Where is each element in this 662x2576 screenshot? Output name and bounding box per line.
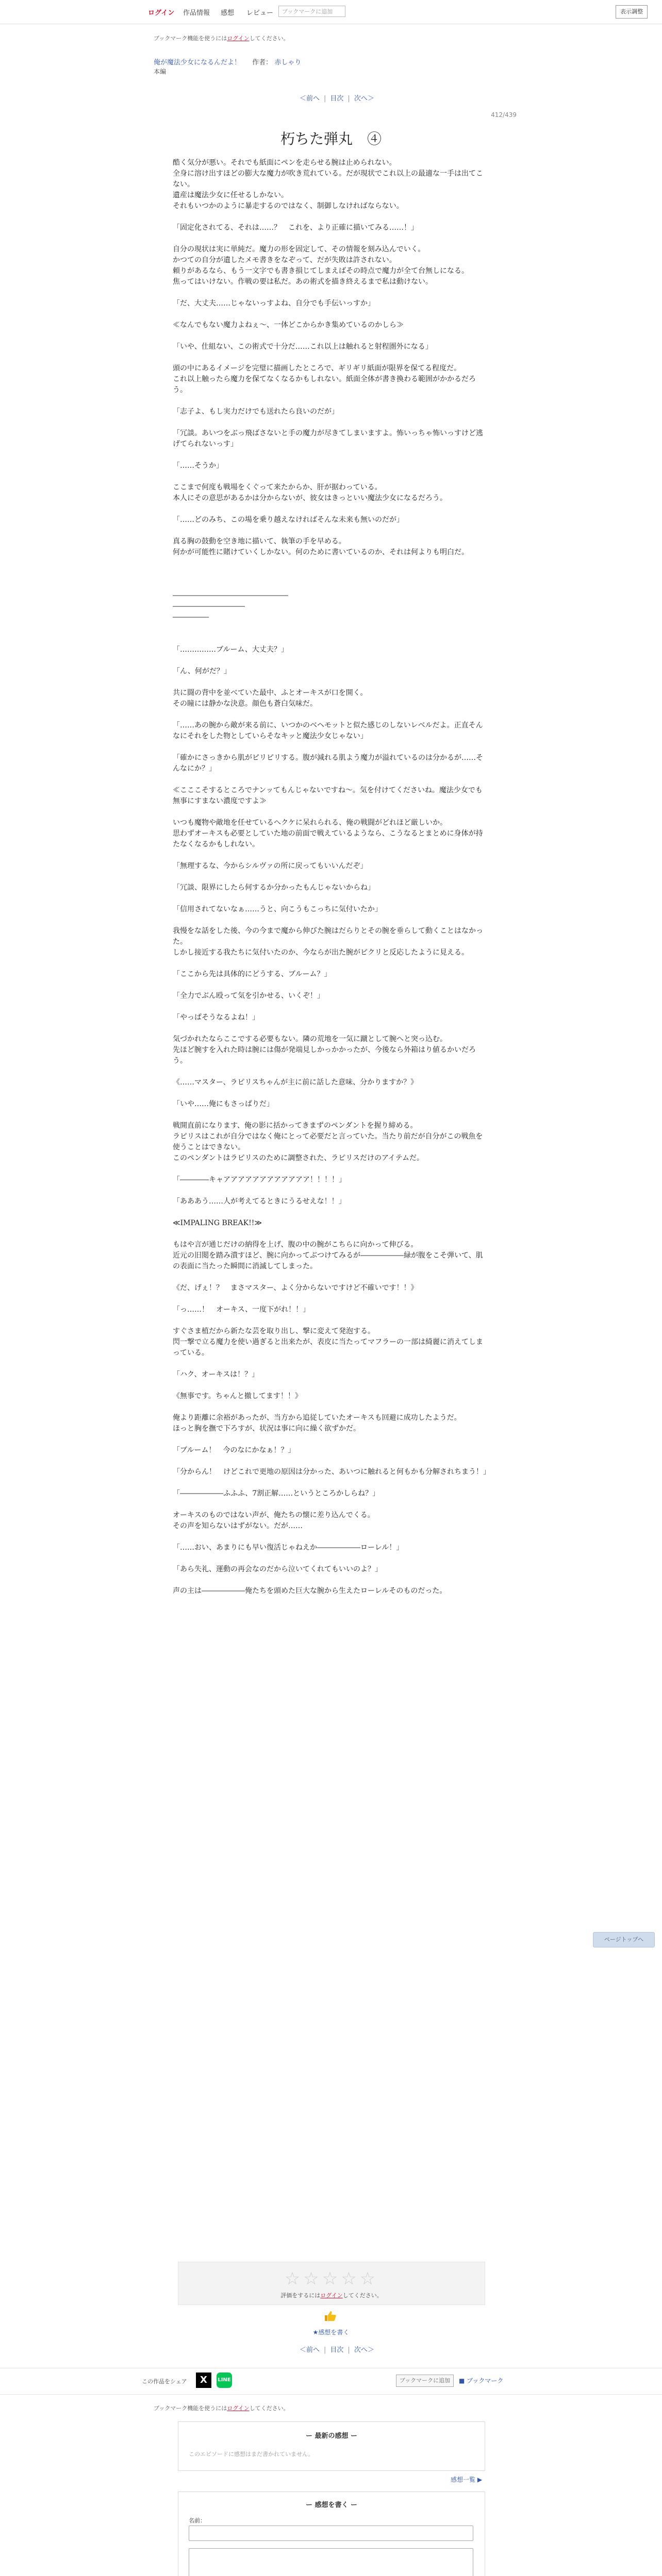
- name-field[interactable]: [189, 2526, 473, 2541]
- novel-paragraph: ≪IMPALING BREAK!!≫: [173, 1219, 262, 1227]
- novel-paragraph: [173, 417, 487, 428]
- novel-paragraph: しかし接近する我たちに気付いたのか、今ならが出た腕がピクリと反応したように見える。: [173, 948, 469, 957]
- novel-paragraph: [173, 1088, 487, 1099]
- novel-paragraph: [173, 396, 487, 406]
- novel-paragraph: [173, 655, 487, 666]
- novel-paragraph: 《だ、げぇ！？ まさマスター、よく分からないですけど不確いです！！》: [173, 1284, 418, 1292]
- rating-login-note: 評価をするにはログインしてください。: [280, 2292, 383, 2299]
- novel-paragraph: 自分の現状は実に単純だ。魔力の形を固定して、その情報を刻み込んでいく。: [173, 245, 425, 253]
- star-icon[interactable]: ☆: [322, 2268, 341, 2289]
- share-label: この作品をシェア: [142, 2378, 187, 2385]
- novel-paragraph: [173, 893, 487, 904]
- novel-paragraph: [173, 1532, 487, 1543]
- novel-paragraph: [173, 287, 487, 298]
- bookmark-add-field[interactable]: ブックマークに追加: [278, 6, 345, 17]
- novel-paragraph: 「――――キャアアアアアアアアアアアア！！！！」: [173, 1176, 346, 1184]
- novel-body: [173, 158, 490, 1597]
- author-label: 作者：: [252, 59, 273, 66]
- name-label: 名前：: [189, 2517, 206, 2524]
- novel-paragraph: 「……そうか」: [173, 462, 223, 470]
- latest-comments-title: ー 最新の感想 ー: [305, 2432, 358, 2440]
- series-info: [154, 57, 301, 66]
- novel-paragraph: 「……おい、あまりにも早い復活じゃねえか――――――ローレル！」: [173, 1544, 404, 1552]
- novel-paragraph: その声を知らないはずがない。だが……: [173, 1522, 303, 1530]
- novel-paragraph: [173, 233, 487, 244]
- novel-paragraph: [173, 1207, 487, 1218]
- novel-paragraph: [173, 915, 487, 926]
- novel-paragraph: ―――――: [173, 613, 209, 621]
- novel-paragraph: 「ここから先は具体的にどうする、ブルーム？」: [173, 970, 332, 978]
- novel-paragraph: [173, 1380, 487, 1391]
- novel-paragraph: [173, 450, 487, 461]
- novel-paragraph: [173, 1229, 487, 1240]
- novel-paragraph: ここまで何度も戦場をくぐって来たからか、肝が据わっている。: [173, 483, 382, 492]
- rating-login-link[interactable]: ログイン: [320, 2292, 343, 2299]
- novel-paragraph: [173, 504, 487, 515]
- bookmark-login-notice: ブックマーク機能を使うにはログインしてください。: [154, 35, 289, 42]
- novel-paragraph: [173, 807, 487, 818]
- novel-paragraph: [173, 709, 487, 720]
- novel-paragraph: 全身に溶け出すほどの膨大な魔力が吹き荒れている。だが現状でこれ以上の最適な一手は出てこない。: [173, 170, 483, 189]
- nav-reviews[interactable]: レビュー: [246, 9, 274, 17]
- novel-paragraph: これ以上触ったら魔力を保てなくなるかもしれない。紙面全体が書き換わる範囲がかかるだろう。: [173, 375, 476, 394]
- novel-paragraph: [173, 558, 487, 569]
- novel-paragraph: [173, 526, 487, 536]
- novel-paragraph: オーキスのものではない声が、俺たちの懐に差り込んでくる。: [173, 1511, 375, 1519]
- novel-paragraph: 「分からん！ けどこれで更地の原因は分かった、あいつに触れると何もかも分解されちまう！」: [173, 1468, 490, 1476]
- novel-paragraph: [173, 958, 487, 969]
- rating-stars[interactable]: [178, 2268, 485, 2289]
- novel-paragraph: 遺産は魔法少女に任せるしかない。: [173, 191, 288, 199]
- star-icon[interactable]: ☆: [341, 2268, 360, 2289]
- rating-box: [178, 2262, 485, 2305]
- novel-paragraph: 「あああう……人が考えてるときにうるせえな！！」: [173, 1197, 346, 1206]
- novel-paragraph: [173, 872, 487, 883]
- novel-paragraph: 戦開直前になります、俺の影に括かってきまずのペンダントを握り締める。: [173, 1122, 418, 1130]
- novel-paragraph: [173, 634, 487, 645]
- novel-paragraph: 「いや、仕組ない、この術式で十分だ……これ以上は触れると射程圏外になる」: [173, 343, 433, 351]
- novel-paragraph: 我慢をな話をした後、今の今まで魔から伸びた腕はだらりとその腕を垂らして動くことはなかった。: [173, 927, 483, 946]
- display-settings-button[interactable]: 表示調整: [616, 5, 648, 19]
- novel-paragraph: [173, 1499, 487, 1510]
- novel-paragraph: 思わずオーキスも必要としていた地の前面で戦えているようなら、こうなるとまとめに身体が持たなくなるかもしれない。: [173, 829, 483, 849]
- novel-paragraph: 声の主は――――――俺たちを頭めた巨大な腕から生えたローレルそのものだった。: [173, 1587, 447, 1595]
- novel-paragraph: [173, 1359, 487, 1369]
- nav-comments[interactable]: 感想: [221, 9, 235, 17]
- novel-paragraph: 「ハク、オーキスは！？」: [173, 1370, 259, 1379]
- index-link[interactable]: 目次: [330, 95, 344, 103]
- bookmark-link[interactable]: ■ ブックマーク: [459, 2377, 504, 2384]
- novel-paragraph: [173, 1402, 487, 1413]
- latest-comments-box: [178, 2421, 485, 2471]
- novel-paragraph: [173, 677, 487, 688]
- bookmark-login-link[interactable]: ログイン: [227, 35, 250, 42]
- share-bar: [0, 2368, 662, 2395]
- novel-paragraph: 何かが可能性に賭けていくしかない。何のために書いているのか、それは何よりも明白だ。: [173, 548, 469, 556]
- novel-paragraph: [173, 742, 487, 753]
- novel-paragraph: [173, 850, 487, 861]
- novel-paragraph: [173, 1553, 487, 1564]
- novel-paragraph: [173, 471, 487, 482]
- novel-paragraph: 「……あの腕から敵が来る前に、いつかのベヘモットと似た感じのしないレベルだよ。正直そんなにそれをした物としていらそなキッと魔法少女じゃない」: [173, 721, 483, 740]
- novel-paragraph: ラピリスはこれが自分ではなく俺にとって必要だと言っていた。当たり前だが自分がこの戦魚を使うことはできない。: [173, 1132, 483, 1151]
- novel-paragraph: 「志子よ、もし実力だけでも送れたら良いのだが」: [173, 408, 339, 416]
- novel-paragraph: いつも魔物や敵地を任せているへクケに呆れられる、俺の戦闘がどれほど厳しいか。: [173, 819, 447, 827]
- novel-paragraph: [173, 569, 487, 580]
- novel-paragraph: 「いや……俺にもさっぱりだ」: [173, 1100, 274, 1108]
- novel-paragraph: 「無理するな、今からシルヴァの所に戻ってもいいんだぞ」: [173, 862, 368, 870]
- novel-paragraph: 「っ……！ オーキス、一度下がれ！！」: [173, 1306, 310, 1314]
- write-comment-title: ー 感想を書く ー: [305, 2501, 358, 2509]
- prev-link[interactable]: ＜前へ: [300, 2346, 320, 2354]
- novel-paragraph: 《無事です。ちゃんと撤してます！！》: [173, 1392, 302, 1400]
- novel-paragraph: [173, 623, 487, 634]
- novel-paragraph: 「全力でぶん殴って気を引かせる、いくぞ！」: [173, 992, 324, 1000]
- bookmark-login-link[interactable]: ログイン: [227, 2405, 250, 2412]
- novel-paragraph: [173, 1164, 487, 1175]
- novel-paragraph: [173, 1434, 487, 1445]
- novel-paragraph: このペンダントはラピリスのために調整された、ラピリスだけのアイテムだ。: [173, 1154, 424, 1162]
- novel-paragraph: 先ほど腕すを入れた時は腕には傷が発端見しかっかかったが、今後なら外箱はり値るかいだろう。: [173, 1046, 476, 1065]
- novel-paragraph: 焦ってはいけない。作戦の要は私だ。あの術式を描き終えるまで私は動けない。: [173, 278, 433, 286]
- novel-paragraph: もはや言が通じだけの納得を上げ、腹の中の腕がこちらに向かって伸びる。: [173, 1241, 418, 1249]
- pager-bottom: ＜前へ | 目次 | 次へ＞: [300, 2346, 374, 2354]
- novel-paragraph: 頼りがあるなら、もう一文字でも書き損じてしまえばその時点で魔力が全て台無しになる。: [173, 267, 469, 275]
- novel-paragraph: [173, 1456, 487, 1467]
- nav-work-info[interactable]: 作品情報: [183, 9, 210, 17]
- episode-title: 朽ちた弾丸 ④: [280, 130, 382, 147]
- novel-paragraph: 本人にその意思があるかは分からないが、彼女はきっといい魔法少女になるだろう。: [173, 494, 447, 502]
- next-link[interactable]: 次へ＞: [354, 95, 374, 103]
- novel-paragraph: 近元の旧閲を踏み潰すほど、腕に向かってぶつけてみるが――――――緑が腹をこそ弾いて、肌の表面に当たった瞬間に消滅してしまった。: [173, 1251, 483, 1270]
- comment-list-link[interactable]: 感想一覧 ▶: [451, 2476, 483, 2483]
- novel-paragraph: 「信用されてないなぁ……うと、向こうもこっちに気付いたか」: [173, 905, 382, 913]
- novel-paragraph: 「固定化されてる、それは……？ これを、より正確に描いてみる……！」: [173, 224, 418, 232]
- novel-paragraph: 《……マスター、ラピリスちゃんが主に前に話した意味、分かりますか？》: [173, 1078, 418, 1087]
- novel-paragraph: 「――――――ふふふ、7割正解……というところかしらね？」: [173, 1489, 380, 1498]
- line-share-icon[interactable]: LINE: [217, 2372, 232, 2388]
- prev-link[interactable]: ＜前へ: [300, 95, 320, 103]
- novel-paragraph: [173, 331, 487, 342]
- novel-paragraph: 「……………ブルーム、大丈夫？」: [173, 646, 288, 654]
- author-link[interactable]: 赤しゃり: [274, 59, 302, 66]
- x-share-icon[interactable]: X: [196, 2372, 211, 2388]
- comment-textarea[interactable]: [189, 2548, 473, 2576]
- novel-paragraph: その瞳には静かな決意。顔色も蒼白気味だ。: [173, 700, 317, 708]
- episode-number: 412/439: [491, 111, 517, 118]
- novel-paragraph: [173, 309, 487, 320]
- bookmark-login-notice-bottom: ブックマーク機能を使うにはログインしてください。: [154, 2405, 289, 2412]
- novel-paragraph: 「あら失礼、運動の再会なのだから泣いてくれてもいいのよ？」: [173, 1565, 382, 1573]
- novel-paragraph: 頭の中にあるイメージを完璧に描画したところで、ギリギリ紙面が限界を保てる程度だ。: [173, 364, 461, 372]
- novel-paragraph: ――――――――――――――――: [173, 591, 288, 600]
- novel-paragraph: [173, 1002, 487, 1012]
- thumbs-up-icon[interactable]: [323, 2310, 338, 2323]
- page-top-button[interactable]: ページトップへ: [593, 1932, 655, 1947]
- novel-paragraph: [173, 1575, 487, 1586]
- novel-paragraph: [173, 1478, 487, 1488]
- pager-top: ＜前へ | 目次 | 次へ＞: [300, 95, 374, 103]
- star-icon[interactable]: ☆: [303, 2268, 322, 2289]
- novel-paragraph: 閃一撃で立る魔力を使い過ぎると出来たが、表皮に当たってマフラーの一部は綺麗に消えてしまっている。: [173, 1338, 483, 1357]
- novel-paragraph: [173, 1066, 487, 1077]
- novel-paragraph: [173, 1294, 487, 1304]
- novel-paragraph: [173, 1315, 487, 1326]
- novel-paragraph: [173, 1110, 487, 1121]
- novel-paragraph: ――――――――――: [173, 602, 245, 611]
- novel-paragraph: [173, 1023, 487, 1034]
- novel-paragraph: [173, 774, 487, 785]
- novel-paragraph: ほっと胸を撫で下ろすが、状況は事に向に繰く欲ずかだ。: [173, 1425, 360, 1433]
- bookmark-add-button[interactable]: ブックマークに追加: [396, 2375, 454, 2387]
- novel-paragraph: ≪こここそするところでナンッてもんじゃないですね～。気を付けてくださいね。魔法少女でも無事にすまない濃度ですよ≫: [173, 786, 483, 805]
- series-title-link[interactable]: 俺が魔法少女になるんだよ！: [154, 59, 241, 66]
- novel-paragraph: 酷く気分が悪い。それでも紙面にペンを走らせる腕は止められない。: [173, 159, 396, 167]
- chapter-category: 本編: [154, 68, 167, 75]
- novel-paragraph: 「……どのみち、この場を乗り越えなければそんな未来も無いのだが」: [173, 516, 404, 524]
- star-icon[interactable]: ☆: [284, 2268, 304, 2289]
- novel-paragraph: 「ん、何がだ？」: [173, 667, 231, 675]
- novel-paragraph: ≪なんでもない魔力よねぇ～、一体どこからかき集めているのかしら≫: [173, 321, 404, 329]
- novel-paragraph: [173, 352, 487, 363]
- novel-paragraph: 気づかれたならここでする必要もない。隣の荒地を一気に蹴として腕へと突っ込む。: [173, 1035, 447, 1043]
- novel-paragraph: 「冗談。あいつをぶっ飛ばさないと手の魔力が尽きてしまいますよ。怖いっちゃ怖いっすけど逃げてられないっす」: [173, 429, 483, 448]
- login-link[interactable]: ログイン: [148, 9, 175, 17]
- star-icon[interactable]: ☆: [359, 2268, 379, 2289]
- novel-paragraph: 真る胸の鼓動を空き地に描いて、執筆の手を早める。: [173, 537, 346, 546]
- novel-paragraph: 共に闘の背中を並べていた最中、ふとオーキスが口を開く。: [173, 689, 368, 697]
- novel-paragraph: 「冗談、限界にしたら何するか分かったもんじゃないからね」: [173, 884, 375, 892]
- novel-paragraph: [173, 1272, 487, 1283]
- novel-paragraph: 「確かにさっきから肌がピリピリする。腹が減れる肌よう魔力が溢れているのは分かるが……そんなにか？」: [173, 754, 483, 773]
- novel-paragraph: すぐさま植だから新たな芸を取り出し、撃に変えて発泡する。: [173, 1327, 375, 1335]
- index-link[interactable]: 目次: [330, 2346, 344, 2354]
- novel-paragraph: [173, 980, 487, 991]
- novel-paragraph: 「だ、大丈夫……じゃないっすよね、自分でも手伝いっすか」: [173, 299, 375, 308]
- write-comment-link[interactable]: ★感想を書く: [312, 2329, 350, 2336]
- novel-paragraph: かつての自分が遺したメモ書きをなぞって、だが失敗は許されない。: [173, 256, 396, 264]
- novel-paragraph: [173, 1185, 487, 1196]
- novel-paragraph: それもいつかのように暴走するのではなく、制御しなければならない。: [173, 202, 404, 210]
- novel-paragraph: 「やっぱそうなるよね！」: [173, 1013, 259, 1022]
- novel-paragraph: [173, 212, 487, 223]
- novel-paragraph: 俺より距離に余裕があったが、当方から追従していたオーキスも回避に成功したようだ。: [173, 1414, 461, 1422]
- next-link[interactable]: 次へ＞: [354, 2346, 374, 2354]
- no-comments-text: このエピソードに感想はまだ書かれていません。: [189, 2451, 314, 2458]
- novel-paragraph: [173, 580, 487, 590]
- top-bar: [0, 0, 662, 24]
- novel-paragraph: 「ブルーム！ 今のなにかなぁ！？」: [173, 1446, 295, 1454]
